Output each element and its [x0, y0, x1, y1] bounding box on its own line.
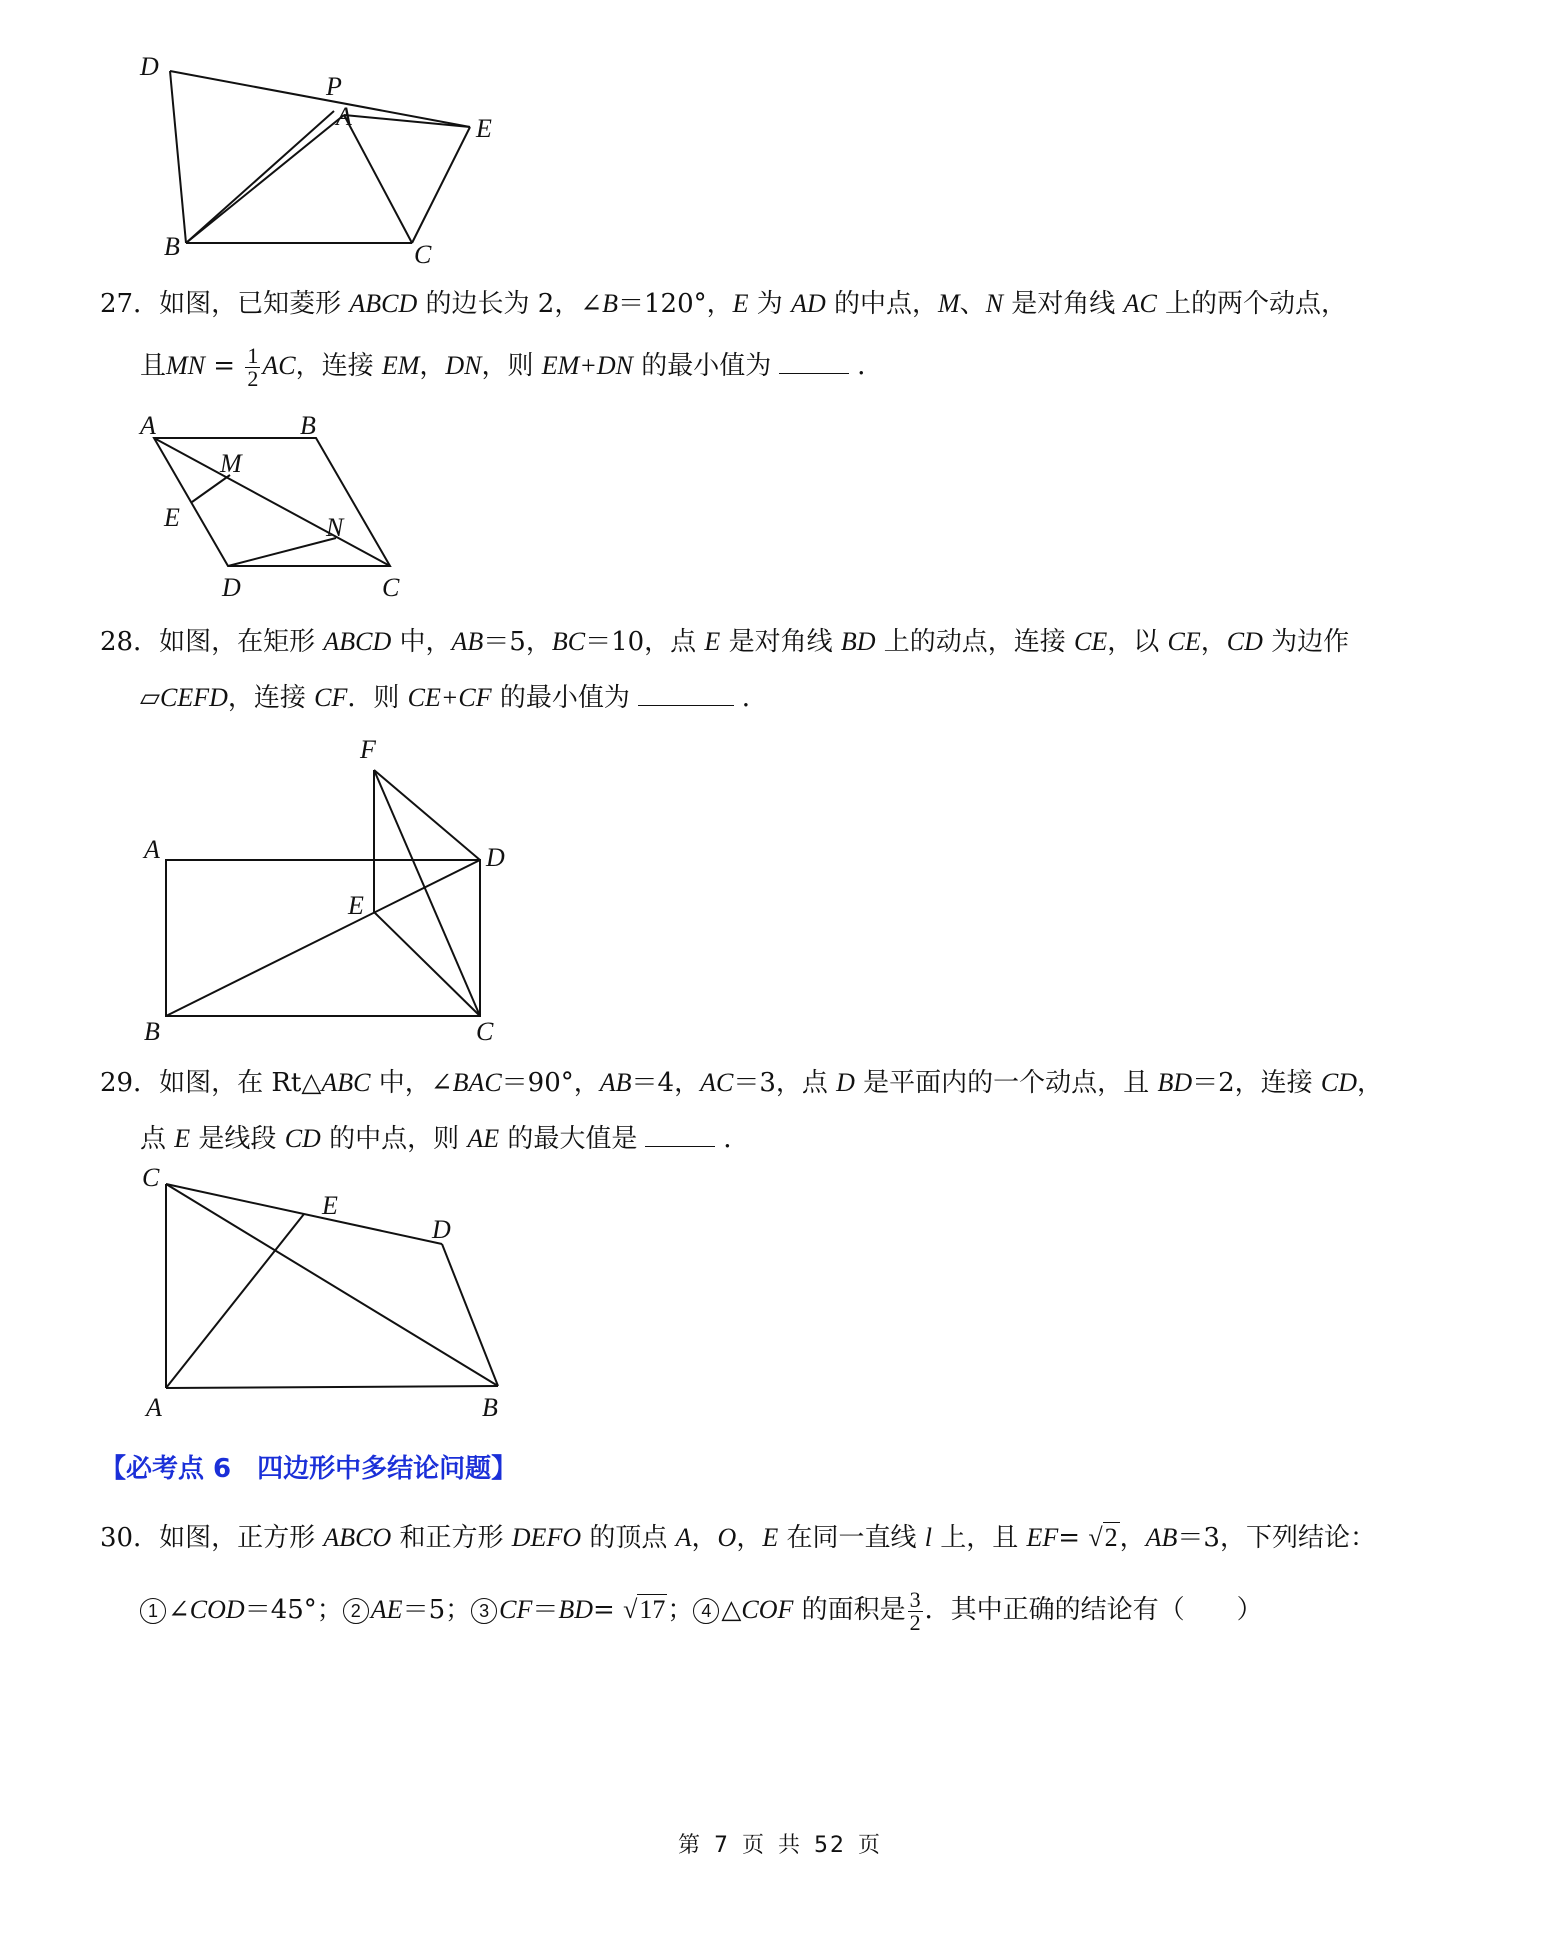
text: 如图，已知菱形 [159, 289, 350, 319]
text: ABCD [323, 627, 392, 656]
text: EF [1026, 1523, 1059, 1552]
total-pages: 52 [814, 1833, 847, 1858]
text: 的中点， [825, 289, 938, 319]
text: COF [741, 1595, 794, 1624]
text: B [602, 289, 618, 318]
text: ． [857, 351, 884, 381]
sqrt-expression: √17 [623, 1595, 666, 1624]
text: ，则 [481, 351, 542, 381]
text: BD [1157, 1068, 1193, 1097]
text: CD [284, 1124, 321, 1153]
text: AC [700, 1068, 734, 1097]
answer-blank[interactable] [779, 349, 849, 374]
text: ABC [321, 1068, 371, 1097]
text: BAC [452, 1068, 502, 1097]
question-28 [100, 614, 1460, 726]
text: COD [189, 1595, 245, 1624]
text: = [593, 1595, 624, 1625]
text: ＝3，点 [733, 1068, 837, 1098]
label-B: B [144, 1017, 160, 1046]
circled-number: 1 [140, 1598, 166, 1624]
text: ＝5， [483, 627, 552, 657]
text: ＝90°， [501, 1068, 600, 1098]
text: AB [1145, 1523, 1178, 1552]
text: BC [551, 627, 586, 656]
label-C: C [382, 573, 400, 602]
text: ，连接 [227, 683, 315, 713]
figure-q29 [130, 1160, 520, 1434]
label-E: E [348, 891, 364, 920]
text: ABCD [349, 289, 418, 318]
text: BD [558, 1595, 594, 1624]
text: ＝2，连接 [1192, 1068, 1321, 1098]
label-A: A [140, 411, 156, 440]
text: ， [1357, 1068, 1384, 1098]
label-B: B [300, 411, 316, 440]
label-N: N [326, 513, 344, 542]
text: 上的两个动点， [1156, 289, 1348, 319]
label-C: C [476, 1017, 494, 1046]
text: ＝5； [402, 1595, 472, 1625]
text: 和正方形 [391, 1523, 512, 1553]
sqrt-radicand: 2 [1104, 1523, 1118, 1552]
footer-text: 页 [858, 1833, 883, 1858]
text: D [836, 1068, 855, 1097]
text: EM [381, 351, 420, 380]
fraction-numerator: 1 [247, 342, 259, 368]
label-D: D [222, 573, 241, 602]
text: CD [1320, 1068, 1358, 1097]
text: 是对角线 [1003, 289, 1124, 319]
text: 中， [391, 627, 452, 657]
text: CF [314, 683, 348, 712]
text: M [938, 289, 960, 318]
text: = [1058, 1523, 1089, 1553]
text: E [174, 1124, 191, 1153]
footer-text: 共 [778, 1833, 803, 1858]
text: CF [499, 1595, 533, 1624]
text: 的顶点 [581, 1523, 676, 1553]
text: ＝120°， [618, 289, 733, 319]
text: 的最小值为 [633, 351, 772, 381]
text: 的最大值是 [499, 1124, 638, 1154]
text: CE+CF [407, 683, 492, 712]
question-29 [100, 1055, 1460, 1167]
text: ＝4， [631, 1068, 701, 1098]
text: = [205, 351, 244, 381]
text: AB [599, 1068, 632, 1097]
footer-text: 第 [677, 1833, 702, 1858]
text: N [985, 289, 1004, 318]
text: 在同一直线 [778, 1523, 925, 1553]
text: 如图，在 Rt△ [159, 1068, 322, 1098]
text: DN [445, 351, 482, 380]
label-A: A [146, 1393, 162, 1422]
text: ； [667, 1595, 694, 1625]
text: 如图，在矩形 [159, 627, 324, 657]
text: 为边作 [1262, 627, 1350, 657]
text: ．则 [347, 683, 408, 713]
label-E: E [322, 1191, 338, 1220]
text: O [717, 1523, 737, 1552]
page-number: 7 [713, 1833, 730, 1858]
text: 是线段 [190, 1124, 285, 1154]
text: ＝ [532, 1595, 559, 1625]
figure-q28 [130, 728, 520, 1052]
text: 且 [140, 351, 167, 381]
label-D: D [140, 52, 159, 81]
label-E: E [476, 114, 492, 143]
text: ＝3，下列结论： [1177, 1523, 1376, 1553]
text: E [704, 627, 721, 656]
circled-number: 4 [693, 1598, 719, 1624]
fraction-numerator: 3 [909, 1586, 921, 1612]
label-D: D [432, 1215, 451, 1244]
text: ＝10，点 [585, 627, 705, 657]
text: 如图，正方形 [159, 1523, 324, 1553]
text: MN [166, 351, 206, 380]
text: ， [1119, 1523, 1146, 1553]
question-27 [100, 276, 1460, 394]
text: CE [1167, 627, 1201, 656]
text: CD [1226, 627, 1263, 656]
text: 的面积是 [793, 1595, 906, 1625]
text: ABCO [323, 1523, 392, 1552]
label-B: B [482, 1393, 498, 1422]
question-30 [100, 1510, 1460, 1638]
text: E [762, 1523, 779, 1552]
label-B: B [164, 232, 180, 261]
text: 的边长为 2，∠ [417, 289, 603, 319]
text: ＝45°； [244, 1595, 343, 1625]
text: EM+DN [541, 351, 633, 380]
text: ， [419, 351, 446, 381]
section-heading: 【必考点 6 四边形中多结论问题】 [100, 1454, 518, 1484]
text: ，以 [1107, 627, 1168, 657]
figure-q26 [130, 45, 520, 279]
text: AE [370, 1595, 403, 1624]
fraction [908, 1586, 923, 1635]
text: ．其中正确的结论有（ ） [924, 1595, 1263, 1625]
label-E: E [164, 503, 180, 532]
text: 上的动点，连接 [875, 627, 1075, 657]
text: ， [736, 1523, 763, 1553]
text: 的中点，则 [320, 1124, 468, 1154]
text: E [732, 289, 749, 318]
text: ， [1200, 627, 1227, 657]
text: DEFO [511, 1523, 582, 1552]
text: l [924, 1523, 932, 1552]
text: 、 [959, 289, 986, 319]
question-number: 29． [100, 1068, 160, 1098]
text: 为 [748, 289, 792, 319]
question-number: 27． [100, 289, 160, 319]
text: AE [467, 1124, 500, 1153]
text: AD [791, 289, 826, 318]
text: 中，∠ [370, 1068, 453, 1098]
text: ， [691, 1523, 718, 1553]
text: 上，且 [932, 1523, 1027, 1553]
text: ． [741, 683, 768, 713]
answer-blank[interactable] [645, 1122, 715, 1147]
sqrt-radicand: 17 [639, 1595, 666, 1624]
parallelogram-symbol: ▱ [140, 683, 160, 713]
text: AB [451, 627, 484, 656]
text: 点 [140, 1124, 175, 1154]
text: AC [262, 351, 296, 380]
label-F: F [360, 735, 376, 764]
question-number: 30． [100, 1523, 160, 1553]
text: ． [723, 1124, 750, 1154]
text: CEFD [160, 683, 228, 712]
label-M: M [220, 449, 242, 478]
figure-q27 [130, 402, 420, 606]
question-number: 28． [100, 627, 160, 657]
page-footer [0, 1828, 1560, 1859]
label-A: A [336, 102, 352, 131]
text: 是平面内的一个动点，且 [854, 1068, 1158, 1098]
label-C: C [142, 1163, 160, 1192]
label-P: P [326, 72, 342, 101]
text: CE [1074, 627, 1108, 656]
text: AC [1123, 289, 1157, 318]
text: 的最小值为 [491, 683, 630, 713]
fraction [245, 342, 260, 391]
sqrt-expression: √2 [1088, 1523, 1118, 1552]
text: ∠ [168, 1595, 190, 1625]
text: BD [840, 627, 876, 656]
fraction-denominator: 2 [909, 1609, 921, 1635]
text: 是对角线 [720, 627, 841, 657]
answer-blank[interactable] [638, 681, 734, 706]
footer-text: 页 [741, 1833, 766, 1858]
text: ，连接 [295, 351, 382, 381]
label-A: A [144, 835, 160, 864]
label-C: C [414, 240, 432, 269]
circled-number: 3 [471, 1598, 497, 1624]
text: △ [721, 1595, 742, 1625]
text: A [675, 1523, 692, 1552]
fraction-denominator: 2 [247, 365, 259, 391]
circled-number: 2 [343, 1598, 369, 1624]
label-D: D [486, 843, 505, 872]
